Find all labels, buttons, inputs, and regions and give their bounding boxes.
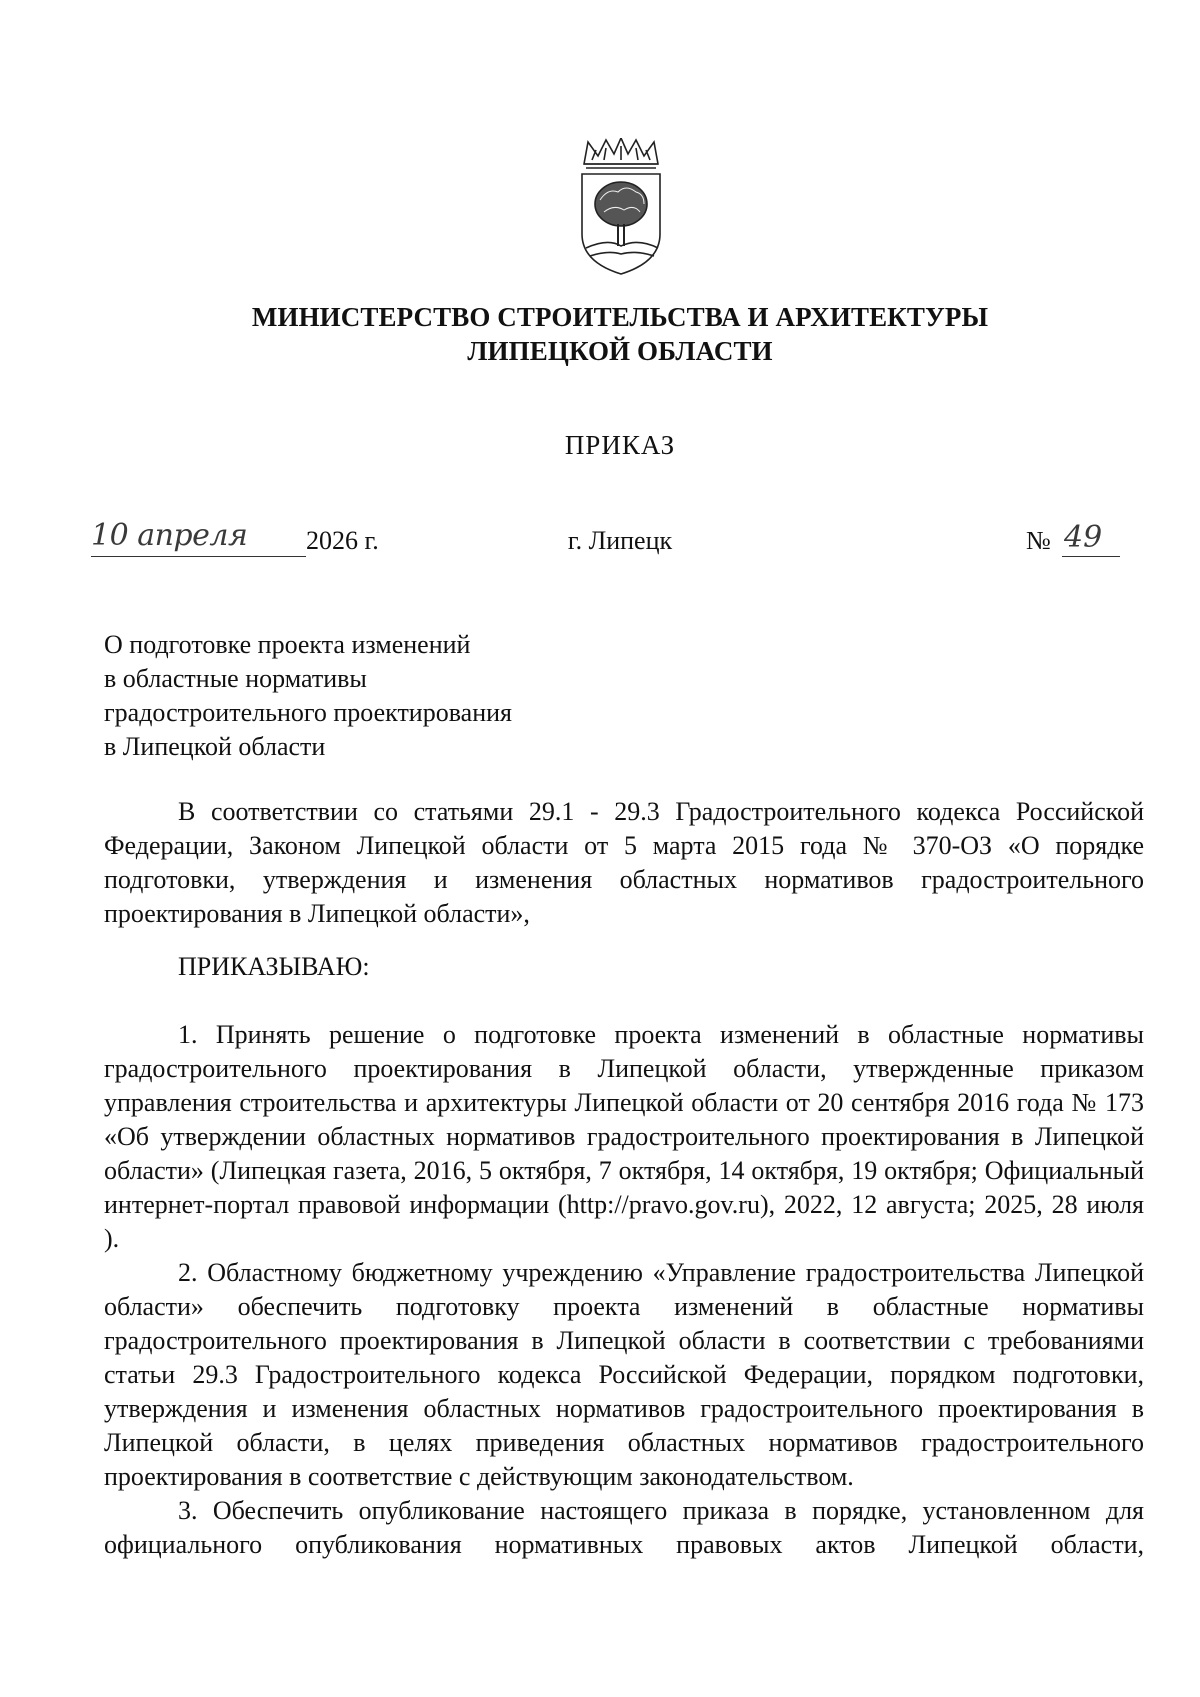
document-subject xyxy=(104,628,512,764)
subject-line: градостроительного проектирования xyxy=(104,698,512,727)
order-point-3: 3. Обеспечить опубликование настоящего приказа в порядке, установленном для официального опубликования нормативных правовых актов Липецкой области, xyxy=(104,1496,1144,1559)
document-year: 2026 г. xyxy=(306,526,379,555)
handwritten-number: 49 xyxy=(1064,520,1103,555)
order-point-2: 2. Областному бюджетному учреждению «Управление градостроительства Липецкой области» обеспечить подготовку проекта изменений в областные нормативы градостроительного проектирования в Липецкой области в соответствии с требованиями статьи 29.3 Градостроительного кодекса Российской Федерации, порядком подготовки, утверждения и изменения областных нормативов градостроительного проектирования в Липецкой области, в целях приведения областных нормативов градостроительного проектирования в соответствие с действующим законодательством. xyxy=(104,1258,1144,1491)
subject-line: в Липецкой области xyxy=(104,732,326,761)
ministry-title-line2: ЛИПЕЦКОЙ ОБЛАСТИ xyxy=(467,336,773,366)
ministry-title xyxy=(0,300,1200,368)
order-points xyxy=(104,1018,1144,1562)
subject-line: в областные нормативы xyxy=(104,664,367,693)
document-type: ПРИКАЗ xyxy=(564,430,676,460)
order-point-1: 1. Принять решение о подготовке проекта изменений в областные нормативы градостроительного проектирования в Липецкой области, утвержденные приказом управления строительства и архитектуры Липецкой области от 20 сентября 2016 года № 173 «Об утверждении областных нормативов градостроительного проектирования в Липецкой области» (Липецкая газета, 2016, 5 октября, 7 октября, 14 октября, 19 октября; Официальный интернет-портал правовой информации (http://pravo.gov.ru), 2022, 12 августа; 2025, 28 июля ). xyxy=(104,1020,1144,1253)
ministry-title-line1: МИНИСТЕРСТВО СТРОИТЕЛЬСТВА И АРХИТЕКТУРЫ xyxy=(251,302,989,332)
document-city: г. Липецк xyxy=(567,526,673,555)
preamble-paragraph: В соответствии со статьями 29.1 - 29.3 Градостроительного кодекса Российской Федерации, Законом Липецкой области от 5 марта 2015 года № 370-ОЗ «О порядке подготовки, утверждения и изменения областных нормативов градостроительного проектирования в Липецкой области», xyxy=(104,797,1144,928)
handwritten-date: 10 апреля xyxy=(91,518,248,553)
preamble xyxy=(104,795,1144,931)
number-label: № xyxy=(1026,526,1051,555)
number-underline xyxy=(1062,556,1120,557)
order-word: ПРИКАЗЫВАЮ: xyxy=(178,952,370,981)
subject-line: О подготовке проекта изменений xyxy=(104,630,471,659)
coat-of-arms-icon xyxy=(578,138,664,276)
